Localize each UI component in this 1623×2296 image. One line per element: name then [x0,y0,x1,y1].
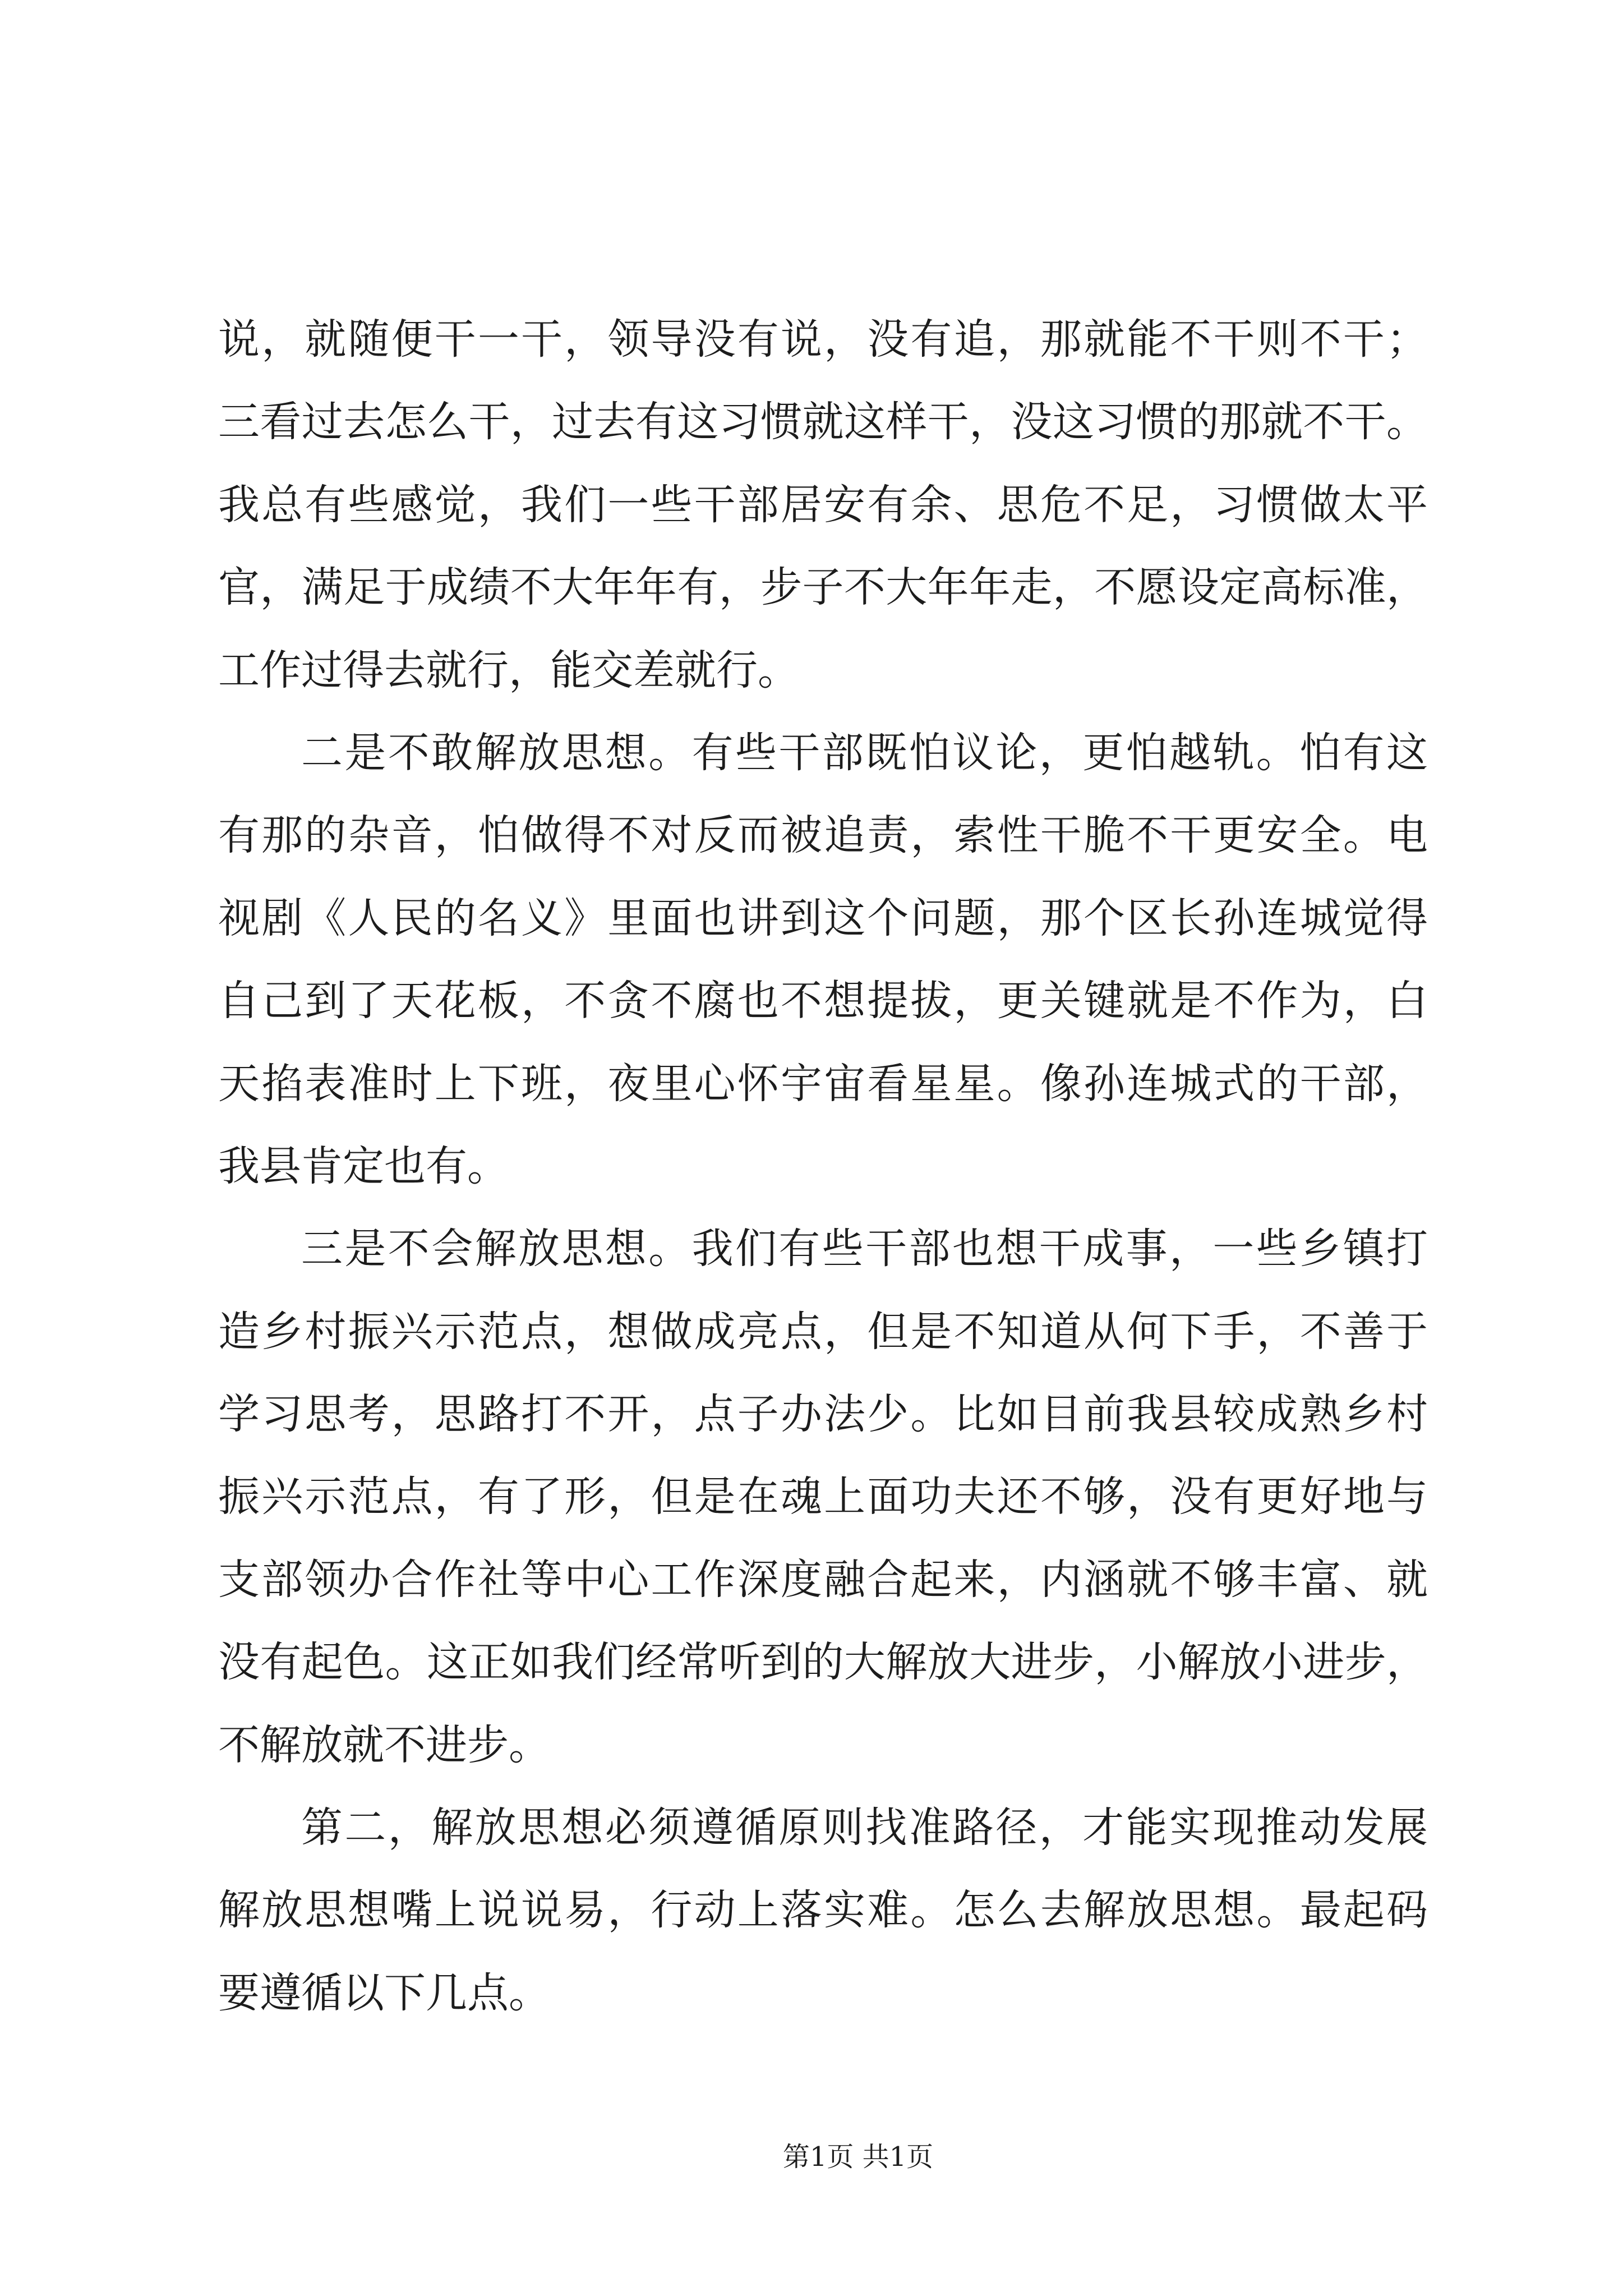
text-line: 造乡村振兴示范点，想做成亮点，但是不知道从何下手，不善于 [218,1307,1428,1356]
text-line: 没有起色。这正如我们经常听到的大解放大进步，小解放小进步， [218,1638,1428,1687]
text-line: 振兴示范点，有了形，但是在魂上面功夫还不够，没有更好地与 [218,1473,1428,1521]
text-line: 天掐表准时上下班，夜里心怀宇宙看星星。像孙连城式的干部， [218,1059,1428,1108]
document-body [218,298,1428,2035]
paragraph [218,1787,1428,2035]
text-line: 有那的杂音，怕做得不对反而被追责，索性干脆不干更安全。电 [218,811,1428,860]
text-line: 解放思想嘴上说说易，行动上落实难。怎么去解放思想。最起码 [218,1886,1428,1935]
text-line: 工作过得去就行，能交差就行。 [218,646,799,694]
paragraph [218,1208,1428,1787]
text-line: 视剧《人民的名义》里面也讲到这个问题，那个区长孙连城觉得 [218,894,1428,942]
paragraph [218,298,1428,712]
text-line: 我总有些感觉，我们一些干部居安有余、思危不足，习惯做太平 [218,480,1428,529]
text-line: 支部领办合作社等中心工作深度融合起来，内涵就不够丰富、就 [218,1555,1428,1604]
page-footer: 第1页 共1页 [782,2141,934,2173]
text-line: 我县肯定也有。 [218,1142,509,1190]
text-line: 三看过去怎么干，过去有这习惯就这样干，没这习惯的那就不干。 [218,398,1428,447]
text-line: 官，满足于成绩不大年年有，步子不大年年走，不愿设定高标准， [218,563,1428,612]
text-line: 自己到了天花板，不贪不腐也不想提拔，更关键就是不作为，白 [218,977,1428,1025]
text-line: 三是不会解放思想。我们有些干部也想干成事，一些乡镇打 [301,1225,1428,1273]
text-line: 要遵循以下几点。 [218,1968,550,2017]
text-line: 二是不敢解放思想。有些干部既怕议论，更怕越轨。怕有这 [301,728,1428,777]
text-line: 学习思考，思路打不开，点子办法少。比如目前我县较成熟乡村 [218,1390,1428,1439]
text-line: 第二，解放思想必须遵循原则找准路径，才能实现推动发展 [301,1803,1428,1852]
text-line: 说，就随便干一干，领导没有说，没有追，那就能不干则不干； [218,315,1428,364]
paragraph [218,712,1428,1208]
text-line: 不解放就不进步。 [218,1720,550,1769]
